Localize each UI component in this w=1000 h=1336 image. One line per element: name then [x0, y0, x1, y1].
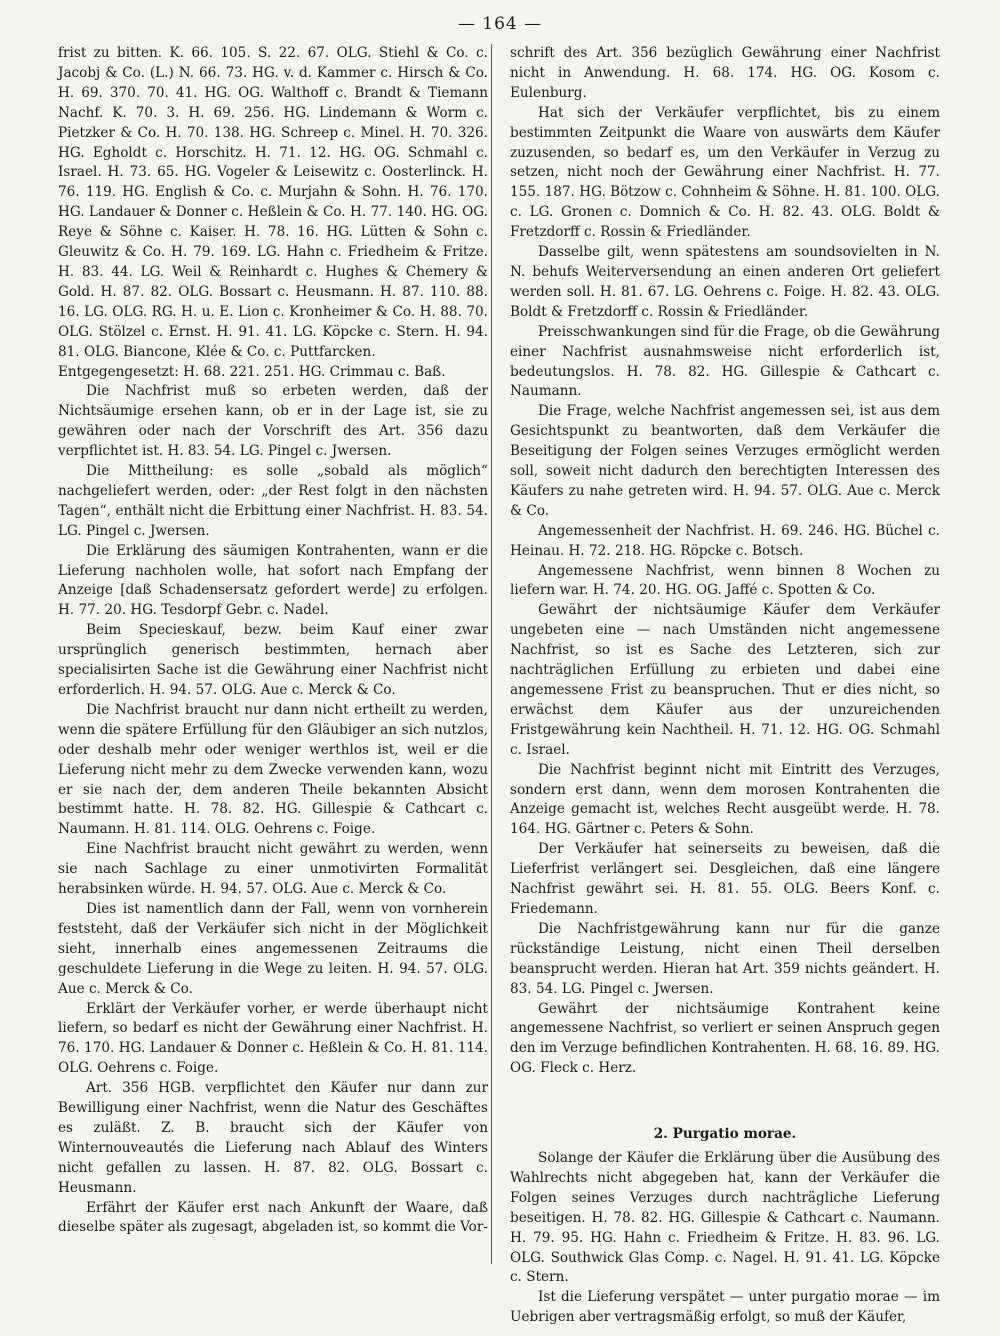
- paragraph: Die Mittheilung: es solle „sobald als möglich“ nachgeliefert werden, oder: „der Rest folgt in den nächsten Tagen“, enthält nicht die Erbittung einer Nachfrist. H. 83. 54. LG. Pingel c. Jwersen.: [58, 463, 488, 539]
- right-column-bottom: [510, 1149, 940, 1328]
- paragraph: Die Nachfrist braucht nur dann nicht ertheilt zu werden, wenn die spätere Erfüllung für den Gläubiger an sich nutzlos, oder deshalb mehr oder weniger werthlos ist, weil er die Lieferung nicht mehr zu dem Zwecke verwenden kann, wozu er sie nach der, dem anderen Theile bekannten Absicht bestimmt hatte. H. 78. 82. HG. Gillespie & Cathcart c. Naumann. H. 81. 114. OLG. Oehrens c. Foige.: [58, 701, 488, 838]
- paragraph: Ist die Lieferung verspätet — unter purgatio morae — im Uebrigen aber vertragsmäßig erfolgt, so muß der Käufer,: [510, 1289, 940, 1326]
- paragraph: Preisschwankungen sind für die Frage, ob die Gewährung einer Nachfrist ausnahmsweise nicht erforderlich ist, bedeutungslos. H. 78. 82. HG. Gillespie & Cathcart c. Naumann.: [510, 323, 940, 400]
- paragraph: Die Nachfrist beginnt nicht mit Eintritt des Verzuges, sondern erst dann, wenn dem morosen Kontrahenten die Anzeige gemacht ist, welches Recht ausgeübt werde. H. 78. 164. HG. Gärtner c. Peters & Sohn.: [510, 761, 940, 838]
- paragraph: frist zu bitten. K. 66. 105. S. 22. 67. OLG. Stiehl & Co. c. Jacobj & Co. (L.) N. 66. 73. HG. v. d. Kammer c. Hirsch & Co. H. 69. 370. 70. 41. HG. OG. Walthoff c. Brandt & Tiemann Nachf. K. 70. 3. H. 69. 256. HG. Lindemann & Worm c. Pietzker & Co. H. 70. 138. HG. Schreep c. Minel. H. 70. 326. HG. Egholdt c. Horschitz. H. 71. 12. HG. OG. Schmahl c. Israel. H. 73. 65. HG. Vogeler & Leisewitz c. Oosterlinck. H. 76. 119. HG. English & Co. c. Murjahn & Sohn. H. 76. 170. HG. Landauer & Donner c. Heßlein & Co. H. 77. 140. HG. OG. Reye & Söhne c. Kaiser. H. 78. 16. HG. Lütten & Sohn c. Gleuwitz & Co. H. 79. 169. LG. Hahn c. Friedheim & Fritze. H. 83. 44. LG. Weil & Reinhardt c. Hughes & Chemery & Gold. H. 87. 82. OLG. Bossart c. Heusmann. H. 87. 110. 88. 16. LG. OLG. RG. H. u. E. Lion c. Kronheimer & Co. H. 88. 70. OLG. Stölzel c. Ernst. H. 91. 41. LG. Köpcke c. Stern. H. 94. 81. OLG. Biancone, Klée & Co. c. Puttfarcken.: [58, 45, 488, 360]
- paragraph: Erklärt der Verkäufer vorher, er werde überhaupt nicht liefern, so bedarf es nicht der Gewährung einer Nachfrist. H. 76. 170. HG. Landauer & Donner c. Heßlein & Co. H. 81. 114. OLG. Oehrens c. Foige.: [58, 1000, 488, 1077]
- paragraph: Hat sich der Verkäufer verpflichtet, bis zu einem bestimmten Zeitpunkt die Waare von auswärts dem Käufer zuzusenden, so bedarf es, um den Verkäufer in Verzug zu setzen, nicht noch der Gewährung einer Nachfrist. H. 77. 155. 187. HG. Bötzow c. Cohnheim & Söhne. H. 81. 100. OLG. c. LG. Gronen c. Domnich & Co. H. 82. 43. OLG. Boldt & Fretzdorff c. Rossin & Friedländer.: [510, 104, 940, 241]
- right-column-top: [510, 44, 940, 1079]
- paragraph: Gewährt der nichtsäumige Kontrahent keine angemessene Nachfrist, so verliert er seinen Anspruch gegen den im Verzuge befindlichen Kontrahenten. H. 68. 16. 89. HG. OG. Fleck c. Herz.: [510, 1000, 940, 1077]
- paragraph: Angemessenheit der Nachfrist. H. 69. 246. HG. Büchel c. Heinau. H. 72. 218. HG. Röpcke c. Botsch.: [510, 522, 940, 559]
- paragraph: Angemessene Nachfrist, wenn binnen 8 Wochen zu liefern war. H. 74. 20. HG. OG. Jaffé c. Spotten & Co.: [510, 562, 940, 599]
- paragraph: Erfährt der Käufer erst nach Ankunft der Waare, daß dieselbe später als zugesagt, abgeladen ist, so kommt die Vor-: [58, 1199, 488, 1236]
- paragraph: Entgegengesetzt: H. 68. 221. 251. HG. Crimmau c. Baß.: [58, 363, 446, 380]
- paragraph: Der Verkäufer hat seinerseits zu beweisen, daß die Lieferfrist verlängert sei. Desgleichen, daß eine längere Nachfrist gewährt sei. H. 81. 55. OLG. Beers Konf. c. Friedemann.: [510, 841, 940, 917]
- paragraph: Eine Nachfrist braucht nicht gewährt zu werden, wenn sie nach Sachlage zu einer unmotivirten Formalität herabsinken würde. H. 94. 57. OLG. Aue c. Merck & Co.: [58, 841, 488, 898]
- paragraph: Dies ist namentlich dann der Fall, wenn von vornherein feststeht, daß der Verkäufer sich nicht in der Möglichkeit sieht, innerhalb eines angemessenen Zeitraums die geschuldete Lieferung in die Wege zu leiten. H. 94. 57. OLG. Aue c. Merck & Co.: [58, 900, 488, 997]
- paragraph: Gewährt der nichtsäumige Käufer dem Verkäufer ungebeten eine — nach Umständen nicht angemessene Nachfrist, so ist es Sache des Letzteren, sich zur nachträglichen Erfüllung zu erbieten und dabei eine angemessene Frist zu beanspruchen. Thut er dies nicht, so erwächst dem Käufer aus der unzureichenden Fristgewährung kein Nachtheil. H. 71. 12. HG. OG. Schmahl c. Israel.: [510, 602, 940, 758]
- paragraph: Dasselbe gilt, wenn spätestens am soundsovielten in N. N. behufs Weiterversendung an einen anderen Ort geliefert werden soll. H. 81. 67. LG. Oehrens c. Foige. H. 82. 43. OLG. Boldt & Fretzdorff c. Rossin & Friedländer.: [510, 244, 940, 320]
- paragraph: Die Frage, welche Nachfrist angemessen sei, ist aus dem Gesichtspunkt zu beantworten, daß dem Verkäufer die Beseitigung der Folgen seines Verzuges ermöglicht werden soll, soweit nicht dadurch den berechtigten Interessen des Käufers zu nahe getreten wird. H. 94. 57. OLG. Aue c. Merck & Co.: [510, 403, 940, 519]
- right-column: [510, 44, 940, 1328]
- paragraph: Art. 356 HGB. verpflichtet den Käufer nur dann zur Bewilligung einer Nachfrist, wenn die Natur des Geschäftes es zuläßt. Z. B. braucht sich der Käufer von Winternouveautés die Lieferung nach Ablauf des Winters nicht gefallen zu lassen. H. 87. 82. OLG. Bossart c. Heusmann.: [58, 1080, 488, 1196]
- column-divider: [491, 44, 492, 1264]
- paragraph: Beim Specieskauf, bezw. beim Kauf einer zwar ursprünglich generisch bestimmten, hernach aber specialisirten Sache ist die Gewährung einer Nachfrist nicht erforderlich. H. 94. 57. OLG. Aue c. Merck & Co.: [58, 622, 488, 698]
- paragraph: schrift des Art. 356 bezüglich Gewährung einer Nachfrist nicht in Anwendung. H. 68. 174. HG. OG. Kosom c. Eulenburg.: [510, 45, 940, 101]
- section-heading: 2. Purgatio morae.: [653, 1126, 797, 1143]
- paragraph: Die Nachfristgewährung kann nur für die ganze rückständige Leistung, nicht einen Theil derselben beansprucht werden. Hieran hat Art. 359 nichts geändert. H. 83. 54. LG. Pingel c. Jwersen.: [510, 920, 940, 997]
- paragraph: Die Erklärung des säumigen Kontrahenten, wann er die Lieferung nachholen wolle, hat sofort nach Empfang der Anzeige [daß Schadensersatz gefordert werde] zu erfolgen. H. 77. 20. HG. Tesdorpf Gebr. c. Nadel.: [58, 542, 488, 619]
- paragraph: Die Nachfrist muß so erbeten werden, daß der Nichtsäumige ersehen kann, ob er in der Lage ist, sie zu gewähren oder nach der Vorschrift des Art. 356 dazu verpflichtet ist. H. 83. 54. LG. Pingel c. Jwersen.: [58, 383, 488, 460]
- paragraph: Solange der Käufer die Erklärung über die Ausübung des Wahlrechts nicht abgegeben hat, kann der Verkäufer die Folgen seines Verzuges durch nachträgliche Lieferung beseitigen. H. 78. 82. HG. Gillespie & Cathcart c. Naumann. H. 79. 95. HG. Hahn c. Friedheim & Fritze. H. 83. 96. LG. OLG. Southwick Glas Comp. c. Nagel. H. 91. 41. LG. Köpcke c. Stern.: [510, 1150, 940, 1286]
- left-column: [58, 44, 488, 1238]
- page-number: — 164 —: [457, 14, 543, 34]
